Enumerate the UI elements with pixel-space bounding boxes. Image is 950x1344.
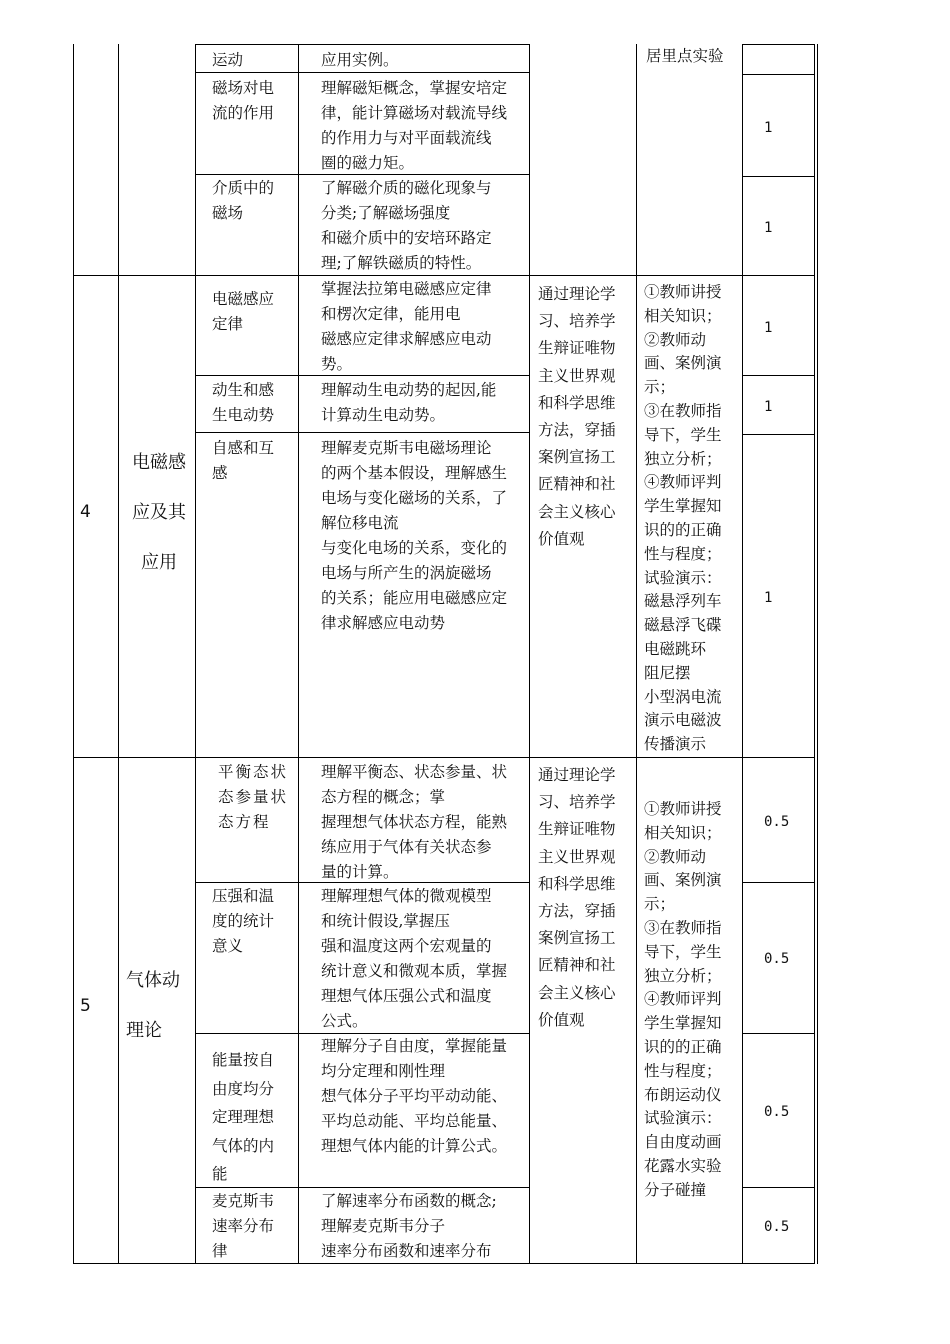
topic-hours: 1 [764,399,773,415]
topic-separator [742,1187,815,1188]
row-number: 5 [80,996,91,1016]
topic-hours: 0.5 [764,1219,790,1235]
topic-content: 掌握法拉第电磁感应定律 和楞次定律，能用电 磁感应定律求解感应电动 势。 [321,280,492,373]
topic-content: 理解麦克斯韦电磁场理论 的两个基本假设，理解感生 电场与变化磁场的关系，了 解位移电流 与变化电场的关系，变化的 电场与所产生的涡旋磁场 的关系；能应用电磁感应定 律求解感应电动势 [321,439,508,632]
topic-content: 了解磁介质的磁化现象与 分类;了解磁场强度 和磁介质中的安培环路定 理;了解铁磁质的特性。 [321,179,492,272]
topic-separator [742,434,815,435]
chapter-title: 气体动 理论 [126,970,180,1041]
topic-separator [742,375,815,376]
teaching-objective: 通过理论学 习、培养学 生辩证唯物 主义世界观 和科学思维 方法，穿插 案例宣扬工 匠精神和社 会主义核心 价值观 [538,285,616,548]
topic-separator [742,882,815,883]
topic-content: 理解动生电动势的起因,能 计算动生电动势。 [321,381,497,424]
row-separator [73,757,815,758]
teaching-methods: 居里点实验 [646,47,724,65]
col-divider [742,44,743,1264]
topic-content: 理解分子自由度，掌握能量 均分定理和刚性理 想气体分子平均平动动能、 平均总动能、平均总能量、 理想气体内能的计算公式。 [321,1037,508,1155]
row-number: 4 [80,502,91,522]
topic-hours: 1 [764,220,773,236]
table-border-right [814,44,815,1264]
topic-name: 平衡态状 态参量状 态方程 [218,763,289,831]
topic-name: 电磁感应 定律 [212,290,275,333]
topic-content: 理解理想气体的微观模型 和统计假设,掌握压 强和温度这两个宏观量的 统计意义和微观本质，掌握 理想气体压强公式和温度 公式。 [321,887,508,1030]
topic-name: 能量按自 由度均分 定理理想 气体的内 能 [212,1051,275,1183]
topic-content: 理解平衡态、状态参量、状 态方程的概念；掌 握理想气体状态方程，能熟 练应用于气体有关状态参 量的计算。 [321,763,508,881]
topic-hours: 0.5 [764,951,790,967]
topic-name: 自感和互 感 [212,439,275,482]
col-divider [195,44,196,1264]
chapter-title: 电磁感 应及其 应用 [132,452,186,573]
topic-name: 麦克斯韦 速率分布 律 [212,1192,275,1260]
topic-separator [742,176,815,177]
teaching-objective: 通过理论学 习、培养学 生辩证唯物 主义世界观 和科学思维 方法，穿插 案例宣扬工 匠精神和社 会主义核心 价值观 [538,766,616,1029]
topic-name: 磁场对电 流的作用 [212,79,275,122]
topic-separator [195,44,530,45]
topic-separator [195,432,530,433]
topic-hours: 1 [764,120,773,136]
topic-hours: 0.5 [764,1104,790,1120]
col-divider [529,44,530,1264]
topic-hours: 1 [764,590,773,606]
topic-hours: 1 [764,320,773,336]
topic-name: 压强和温 度的统计 意义 [212,887,275,955]
topic-name: 动生和感 生电动势 [212,381,275,424]
topic-content: 理解磁矩概念，掌握安培定 律，能计算磁场对载流导线 的作用力与对平面载流线 圈的磁力矩。 [321,79,508,172]
topic-name: 介质中的 磁场 [212,179,275,222]
table-border-left [73,44,74,1264]
topic-separator [742,44,815,45]
topic-separator [742,1033,815,1034]
col-divider [118,44,119,1264]
teaching-methods: ①教师讲授 相关知识； ②教师动 画、案例演 示； ③在教师指 导下，学生 独立分析； ④教师评判 学生掌握知 识的的正确 性与程度； 布朗运动仪 试验演示： 自由度动画 花露水实验 分子碰撞 [644,800,722,1199]
col-divider [636,44,637,1264]
topic-separator [742,74,815,75]
table-border-right-outer [817,44,818,1264]
topic-content: 应用实例。 [321,51,399,69]
col-divider [298,44,299,1264]
topic-name: 运动 [212,51,244,69]
topic-content: 了解速率分布函数的概念; 理解麦克斯韦分子 速率分布函数和速率分布 [321,1192,497,1260]
topic-hours: 0.5 [764,814,790,830]
teaching-methods: ①教师讲授 相关知识； ②教师动 画、案例演 示； ③在教师指 导下，学生 独立分析； ④教师评判 学生掌握知 识的的正确 性与程度； 试验演示： 磁悬浮列车 磁悬浮飞碟 电磁跳环 阻尼摆 小型涡电流 演示电磁波 传播演示 [644,283,722,754]
